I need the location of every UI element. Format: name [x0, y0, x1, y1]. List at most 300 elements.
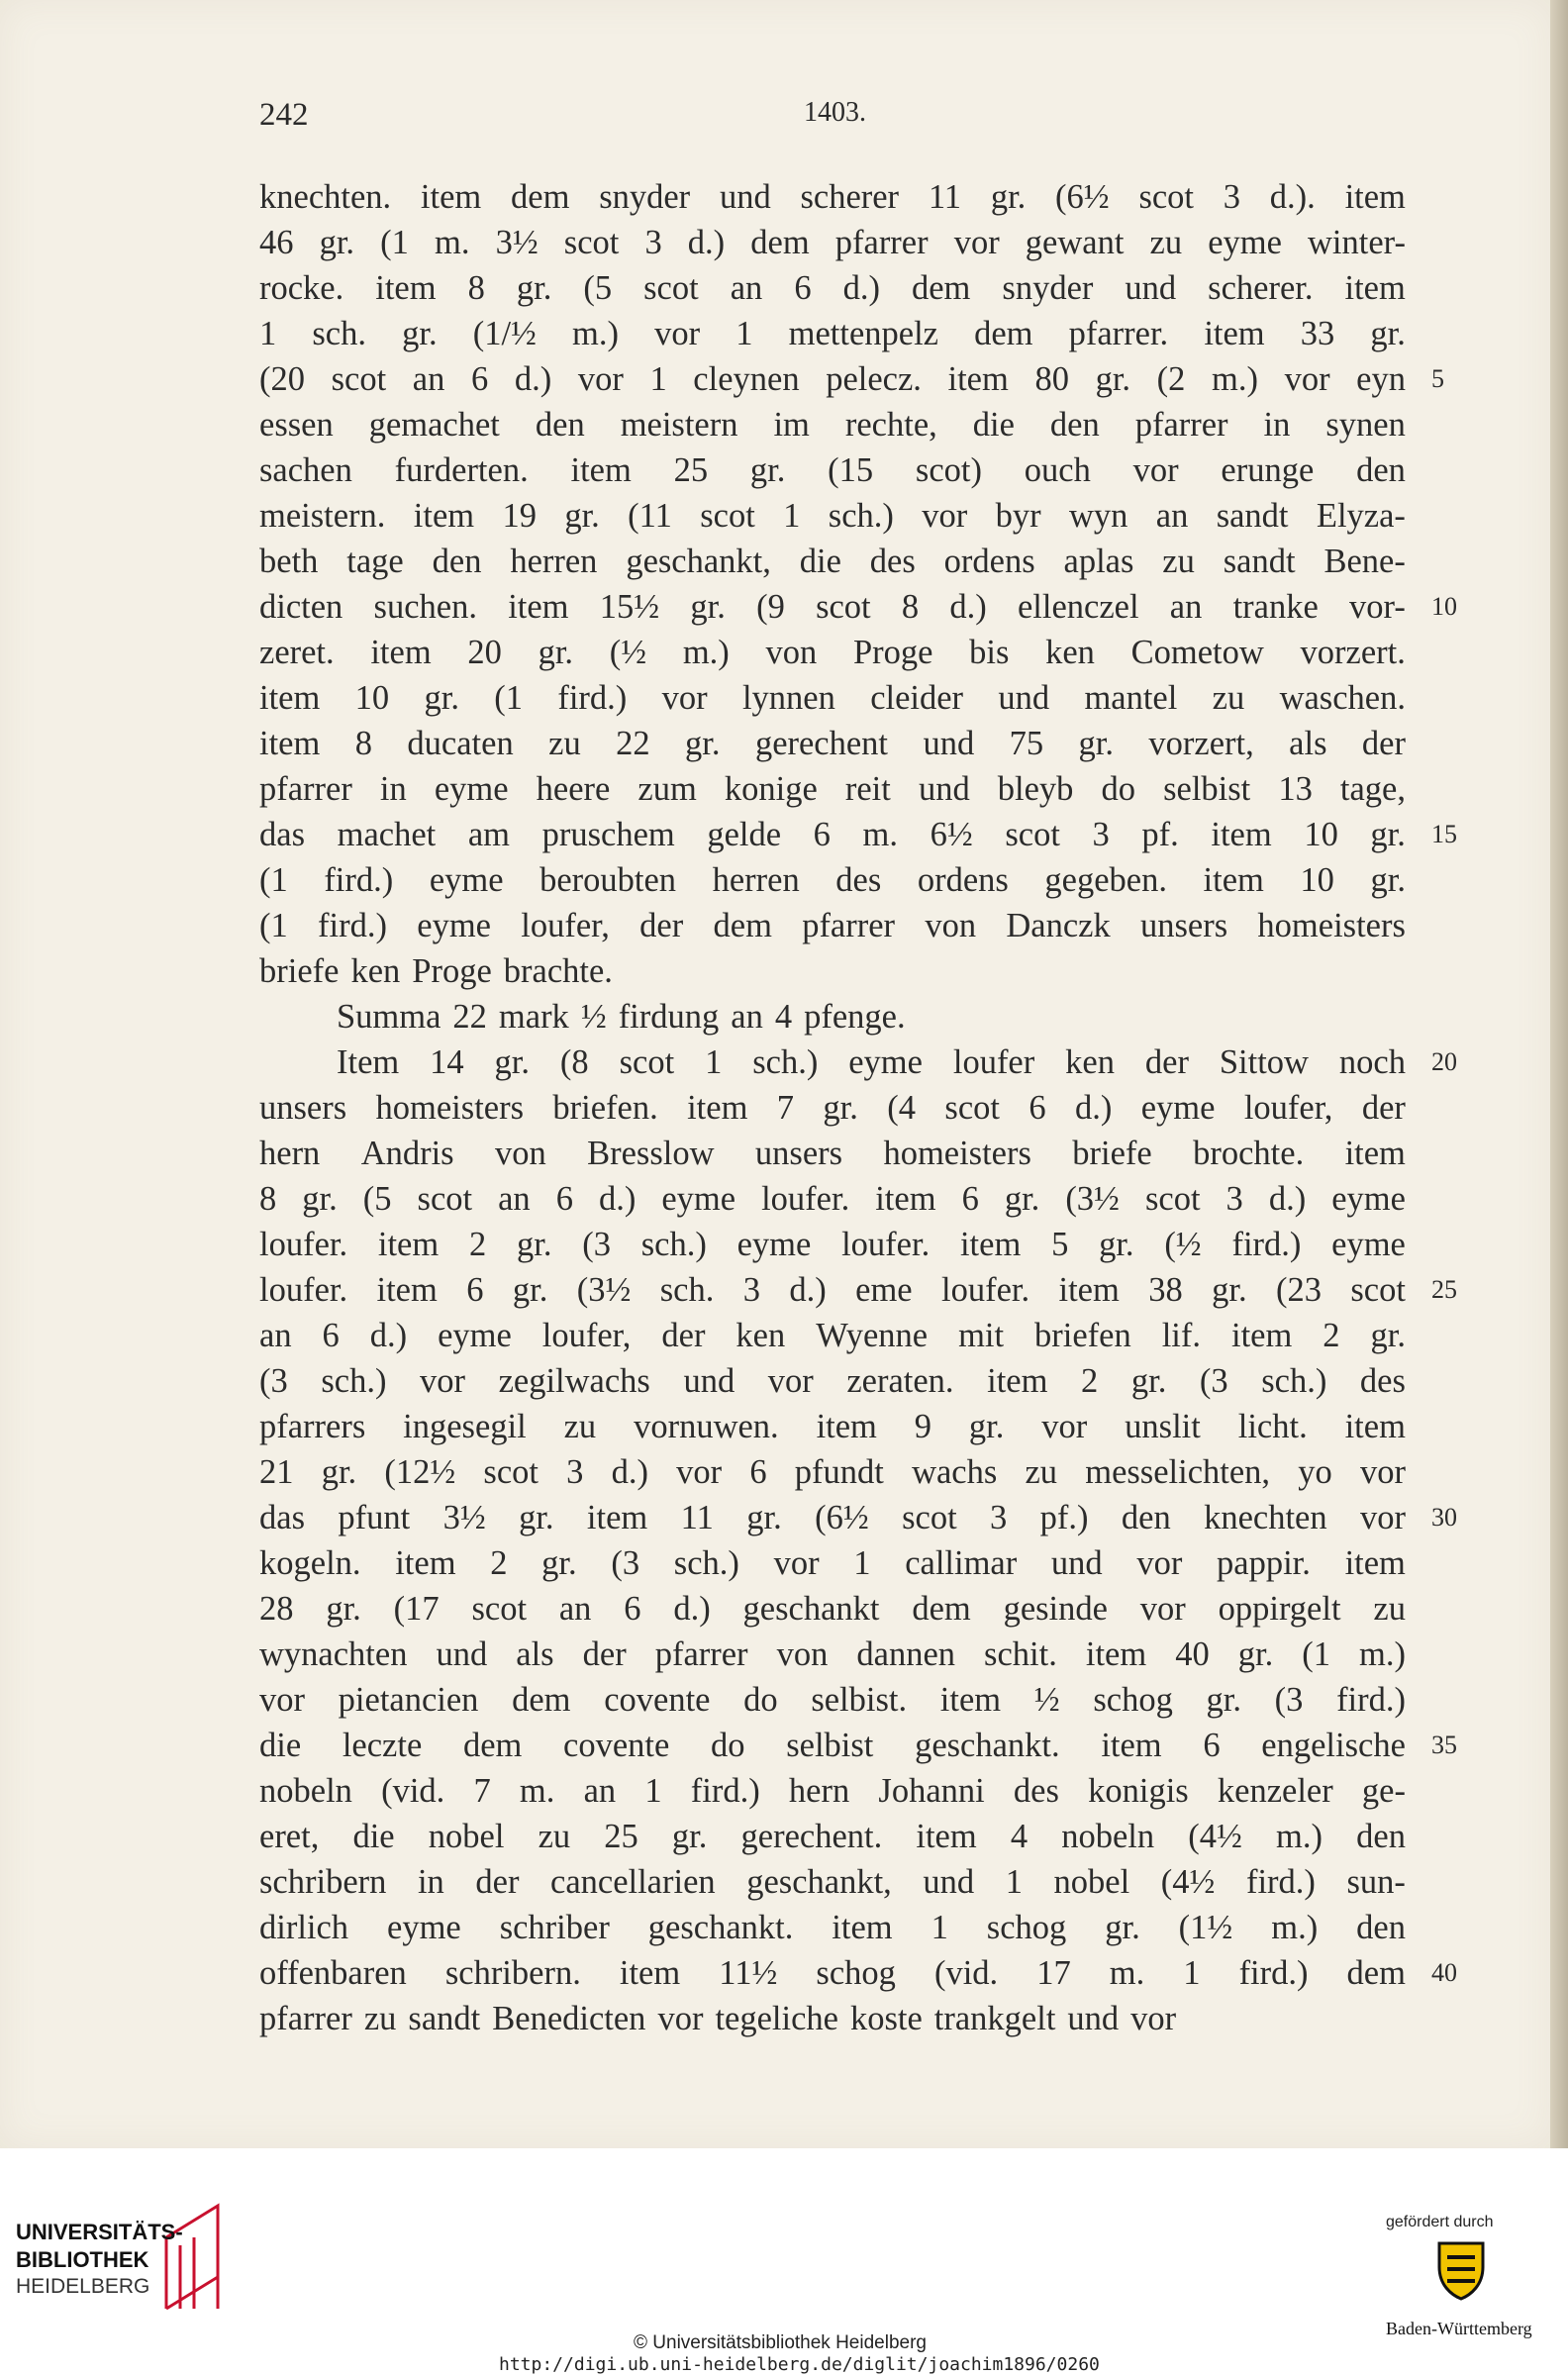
text-line	[259, 1313, 1406, 1358]
margin-line-number: 35	[1431, 1731, 1457, 1759]
word: eyme	[736, 1226, 812, 1263]
word: 2	[1081, 1362, 1099, 1400]
word: (½	[609, 634, 647, 671]
word: scot	[1005, 816, 1060, 853]
word: loufer.	[259, 1226, 348, 1263]
word: den	[1049, 406, 1100, 444]
word: dem	[713, 907, 772, 944]
word: (3	[1274, 1681, 1304, 1719]
body-text	[259, 174, 1406, 2041]
text-line	[259, 1768, 1406, 1814]
word: byr	[995, 497, 1041, 535]
word: m.)	[1359, 1635, 1406, 1673]
word: m.	[519, 1772, 555, 1810]
word: gr.	[402, 315, 438, 352]
word: geschankt,	[746, 1863, 892, 1901]
word: licht.	[1237, 1408, 1308, 1445]
text-line	[259, 1085, 1406, 1131]
word: in	[379, 770, 407, 808]
word: gerechent	[754, 725, 889, 762]
word: bleyb	[997, 770, 1074, 808]
word: briefen	[1034, 1317, 1131, 1354]
word: gerechent.	[740, 1818, 883, 1855]
word: pruschem	[541, 816, 675, 853]
copyright-notice: © Universitätsbibliothek Heidelberg	[634, 2332, 927, 2353]
word: scot	[1144, 1180, 1201, 1218]
word: zegilwachs	[498, 1362, 650, 1400]
word: (1	[494, 679, 524, 717]
word: pfunt	[338, 1499, 411, 1536]
word: scot	[944, 1089, 1000, 1127]
word: herren	[510, 543, 598, 580]
text-line	[259, 1131, 1406, 1176]
text-line	[259, 630, 1406, 675]
word: item	[395, 1544, 456, 1582]
word: item	[1211, 816, 1272, 853]
word: und	[1067, 2000, 1120, 2037]
text-line	[259, 721, 1406, 766]
word: fird.)	[690, 1772, 760, 1810]
word: pappir.	[1217, 1544, 1311, 1582]
word: an	[558, 1590, 592, 1628]
word: ordens	[943, 543, 1035, 580]
word: den	[535, 406, 585, 444]
word: 6	[322, 1317, 340, 1354]
word: im	[773, 406, 810, 444]
word: gr.	[516, 1226, 552, 1263]
word: und	[923, 725, 975, 762]
text-line	[259, 174, 1406, 220]
word: item	[1203, 861, 1264, 899]
word: pfundt	[794, 1453, 884, 1491]
word: Proge	[852, 634, 933, 671]
word: dem	[512, 1681, 571, 1719]
word: gr.	[519, 1499, 554, 1536]
word: hern	[788, 1772, 850, 1810]
word: tranke	[1232, 588, 1319, 626]
text-line	[259, 1996, 1406, 2041]
word: ducaten	[407, 725, 514, 762]
word: vor-	[1349, 588, 1406, 626]
word: gr.	[1370, 315, 1406, 352]
word: 21	[259, 1453, 294, 1491]
word: sun-	[1346, 1863, 1406, 1901]
word: pietancien	[338, 1681, 479, 1719]
word: (1/½	[472, 315, 537, 352]
word: item	[619, 1954, 681, 1992]
word: loufer.	[941, 1271, 1030, 1309]
word: mit	[958, 1317, 1005, 1354]
word: vor	[1139, 1590, 1186, 1628]
word: wachs	[912, 1453, 998, 1491]
word: eyme	[417, 907, 491, 944]
word: unsers	[1139, 907, 1228, 944]
word: item	[1344, 1408, 1406, 1445]
word: dirlich	[259, 1909, 349, 1946]
word: die	[352, 1818, 395, 1855]
word: m.	[435, 224, 470, 261]
word: d.)	[687, 224, 726, 261]
word: ½	[1033, 1681, 1060, 1719]
word: ken	[1065, 1043, 1115, 1081]
word: zu	[563, 1408, 597, 1445]
word: sandt	[1216, 497, 1289, 535]
word: das	[259, 816, 305, 853]
word: d.)	[1268, 1180, 1307, 1218]
word: selbist.	[811, 1681, 908, 1719]
word: 3	[1223, 178, 1241, 216]
word: item	[1344, 269, 1406, 307]
word: pfarrer.	[1068, 315, 1169, 352]
word: 3	[742, 1271, 760, 1309]
word: snyder	[599, 178, 691, 216]
word: und	[998, 679, 1050, 717]
word: gr.	[319, 224, 355, 261]
word: schog	[986, 1909, 1067, 1946]
word: Proge	[412, 952, 492, 990]
word: cleider	[870, 679, 964, 717]
word: 20	[467, 634, 502, 671]
word: item	[413, 497, 475, 535]
word: item	[939, 1681, 1002, 1719]
word: (3½	[576, 1271, 632, 1309]
word: vor	[259, 1681, 305, 1719]
word: engelische	[1261, 1727, 1406, 1764]
word: an	[259, 1317, 292, 1354]
word: vor	[1359, 1453, 1406, 1491]
text-line	[259, 1404, 1406, 1449]
word: (12½	[384, 1453, 456, 1491]
word: 6	[961, 1180, 979, 1218]
word: noch	[1338, 1043, 1406, 1081]
word: der	[1361, 725, 1406, 762]
text-line	[259, 903, 1406, 948]
word: 6	[794, 269, 812, 307]
word: vor	[767, 1362, 814, 1400]
funder-name: Baden-Württemberg	[1386, 2319, 1532, 2338]
word: meistern.	[259, 497, 386, 535]
word: gr.	[538, 634, 574, 671]
word: do	[743, 1681, 778, 1719]
word: cancellarien	[550, 1863, 716, 1901]
word: vor	[657, 2000, 704, 2037]
word: scherer.	[1208, 269, 1314, 307]
word: 2	[468, 1226, 487, 1263]
word: brachte.	[503, 952, 613, 990]
word: scot	[1350, 1271, 1406, 1309]
word: fird.)	[1231, 1226, 1302, 1263]
word: gemachet	[368, 406, 500, 444]
word: loufer.	[761, 1180, 850, 1218]
word: 3	[566, 1453, 584, 1491]
word: ordens	[917, 861, 1009, 899]
word: yo	[1298, 1453, 1332, 1491]
word: trankgelt	[933, 2000, 1056, 2037]
text-line	[259, 356, 1406, 402]
source-link[interactable]: http://digi.ub.uni-heidelberg.de/diglit/joachim1896/0260	[499, 2354, 1100, 2375]
word: item	[370, 634, 432, 671]
word: und	[436, 1635, 488, 1673]
word: 4	[774, 998, 793, 1036]
word: unsers	[259, 1089, 347, 1127]
word: konige	[724, 770, 818, 808]
word: d.)	[673, 1590, 711, 1628]
word: d.)	[1074, 1089, 1113, 1127]
word: 33	[1300, 315, 1335, 352]
word: 6½	[930, 816, 973, 853]
word: scot	[816, 588, 871, 626]
word: heere	[536, 770, 611, 808]
word: die	[972, 406, 1015, 444]
word: und	[683, 1362, 735, 1400]
word: eyme	[429, 861, 504, 899]
word: gr.	[823, 1089, 858, 1127]
word: der	[475, 1863, 520, 1901]
word: gr.	[1004, 1180, 1040, 1218]
text-line	[259, 766, 1406, 812]
word: m.)	[1276, 1818, 1323, 1855]
word: pfarrer	[259, 2000, 352, 2037]
word: synen	[1325, 406, 1406, 444]
word: loufer,	[541, 1317, 632, 1354]
word: callimar	[905, 1544, 1018, 1582]
word: sch.)	[673, 1544, 739, 1582]
word: item	[816, 1408, 877, 1445]
word: meistern	[620, 406, 738, 444]
word: 25	[673, 451, 709, 489]
word: eyme	[848, 1043, 923, 1081]
word: 1	[1183, 1954, 1201, 1992]
text-line	[259, 220, 1406, 265]
word: ouch	[1024, 451, 1091, 489]
word: 6	[749, 1453, 767, 1491]
word: zu	[1149, 224, 1183, 261]
word: Summa	[337, 998, 441, 1036]
text-line	[259, 1723, 1406, 1768]
word: oppirgelt	[1218, 1590, 1341, 1628]
word: d.)	[598, 1180, 637, 1218]
word: gesinde	[1003, 1590, 1108, 1628]
word: 28	[259, 1590, 294, 1628]
word: schog	[1093, 1681, 1173, 1719]
word: reit	[844, 770, 891, 808]
word: vor	[676, 1453, 723, 1491]
word: fird.)	[324, 861, 394, 899]
word: die	[799, 543, 841, 580]
word: item	[586, 1499, 648, 1536]
word: an	[412, 360, 445, 398]
word: wyn	[1068, 497, 1128, 535]
word: eyme	[434, 770, 509, 808]
word: in	[417, 1863, 444, 1901]
word: m.)	[682, 634, 730, 671]
text-line	[259, 1449, 1406, 1495]
word: Sittow	[1219, 1043, 1309, 1081]
word: schog	[816, 1954, 896, 1992]
word: den	[1356, 1818, 1406, 1855]
word: und	[1125, 269, 1177, 307]
word: fird.)	[318, 907, 387, 944]
word: sch.	[659, 1271, 715, 1309]
word: pfarrer	[259, 770, 352, 808]
word: scot	[700, 497, 755, 535]
word: item	[1085, 1635, 1147, 1673]
word: essen	[259, 406, 334, 444]
word: winter-	[1308, 224, 1406, 261]
word: gr.	[1370, 861, 1406, 899]
word: als	[516, 1635, 554, 1673]
word: offenbaren	[259, 1954, 407, 1992]
word: an	[731, 998, 763, 1036]
word: firdung	[618, 998, 720, 1036]
text-line	[259, 812, 1406, 857]
word: vor	[661, 679, 708, 717]
word: 5	[1051, 1226, 1069, 1263]
word: fird.)	[557, 679, 628, 717]
word: sch.)	[828, 497, 894, 535]
word: an	[498, 1180, 531, 1218]
word: das	[259, 1499, 305, 1536]
word: zu	[1373, 1590, 1406, 1628]
word: item	[1204, 315, 1265, 352]
word: tage	[346, 543, 404, 580]
word: 13	[1278, 770, 1313, 808]
word: (2	[1156, 360, 1186, 398]
word: mantel	[1084, 679, 1178, 717]
word: item	[259, 725, 321, 762]
word: geschankt.	[915, 1727, 1060, 1764]
word: item	[1101, 1727, 1162, 1764]
word: eme	[855, 1271, 913, 1309]
word: den	[1356, 1909, 1406, 1946]
word: gr.	[749, 451, 786, 489]
word: ken	[1045, 634, 1095, 671]
word: gr.	[1105, 1909, 1140, 1946]
margin-line-number: 40	[1431, 1958, 1457, 1987]
word: ken	[350, 952, 401, 990]
word: 10	[1304, 816, 1338, 853]
word: der	[1361, 1089, 1406, 1127]
text-line	[259, 1814, 1406, 1859]
word: aplas	[1063, 543, 1134, 580]
word: bis	[969, 634, 1010, 671]
word: loufer	[952, 1043, 1035, 1081]
word: geschankt,	[626, 543, 771, 580]
word: vorzert,	[1148, 725, 1254, 762]
word: eyn	[1356, 360, 1406, 398]
word: 4	[1010, 1818, 1029, 1855]
word: pfarrers	[259, 1408, 366, 1445]
margin-line-number: 30	[1431, 1503, 1457, 1532]
word: pfenge.	[804, 998, 906, 1036]
page-edge	[1550, 0, 1568, 2148]
word: loufer.	[841, 1226, 931, 1263]
word: von	[765, 634, 818, 671]
word: gr.	[564, 497, 600, 535]
word: vor	[953, 224, 1000, 261]
word: zu	[1025, 1453, 1058, 1491]
word: (3	[611, 1544, 640, 1582]
text-line	[259, 1677, 1406, 1723]
word: Johanni	[878, 1772, 985, 1810]
word: scot	[643, 269, 699, 307]
word: (11	[628, 497, 672, 535]
word: des	[1013, 1772, 1059, 1810]
word: (vid.	[933, 1954, 999, 1992]
word: 22	[452, 998, 487, 1036]
word: sch.)	[1261, 1362, 1327, 1400]
word: zu	[363, 2000, 397, 2037]
word: 14	[430, 1043, 464, 1081]
word: brochte.	[1193, 1135, 1305, 1172]
word: scot	[1138, 178, 1195, 216]
word: dem	[911, 269, 971, 307]
word: d.)	[842, 269, 880, 307]
word: item	[1344, 1544, 1406, 1582]
text-line	[259, 1040, 1406, 1085]
word: knechten.	[259, 178, 392, 216]
word: 1	[853, 1544, 871, 1582]
text-line	[259, 447, 1406, 493]
text-line	[259, 1859, 1406, 1905]
word: (6½	[815, 1499, 869, 1536]
word: (3	[582, 1226, 611, 1263]
word: beth	[259, 543, 319, 580]
word: pf.)	[1039, 1499, 1089, 1536]
word: pfarrer	[834, 224, 929, 261]
word: knechten	[1204, 1499, 1327, 1536]
word: 8	[901, 588, 920, 626]
word: mettenpelz	[788, 315, 938, 352]
word: vor	[1132, 451, 1179, 489]
word: gr.	[512, 1271, 548, 1309]
footer	[0, 2148, 1568, 2376]
word: gr.	[326, 1590, 361, 1628]
text-line	[259, 1358, 1406, 1404]
word: m.)	[1212, 360, 1258, 398]
word: Benedicten	[492, 2000, 646, 2037]
word: eret,	[259, 1818, 320, 1855]
word: item	[1344, 1135, 1406, 1172]
word: 7	[473, 1772, 491, 1810]
word: gegeben.	[1044, 861, 1167, 899]
word: tage,	[1339, 770, 1406, 808]
word: die	[259, 1727, 302, 1764]
word: Cometow	[1130, 634, 1264, 671]
word: den	[432, 543, 482, 580]
text-line	[259, 584, 1406, 630]
word: (4½	[1188, 1818, 1242, 1855]
word: scot	[417, 1180, 473, 1218]
text-line	[259, 1540, 1406, 1586]
word: pfarrer	[654, 1635, 748, 1673]
word: scot)	[915, 451, 982, 489]
word: fird.)	[1336, 1681, 1406, 1719]
word: ken	[735, 1317, 786, 1354]
word: item	[987, 1362, 1048, 1400]
word: (8	[559, 1043, 589, 1081]
word: kogeln.	[259, 1544, 361, 1582]
word: zum	[637, 770, 697, 808]
word: item	[916, 1818, 977, 1855]
word: gr.	[1206, 1681, 1241, 1719]
word: item	[1230, 1317, 1293, 1354]
word: homeisters	[1257, 907, 1406, 944]
word: m.)	[1271, 1909, 1319, 1946]
word: zeraten.	[846, 1362, 954, 1400]
word: und	[923, 1863, 975, 1901]
text-line	[259, 948, 1406, 994]
